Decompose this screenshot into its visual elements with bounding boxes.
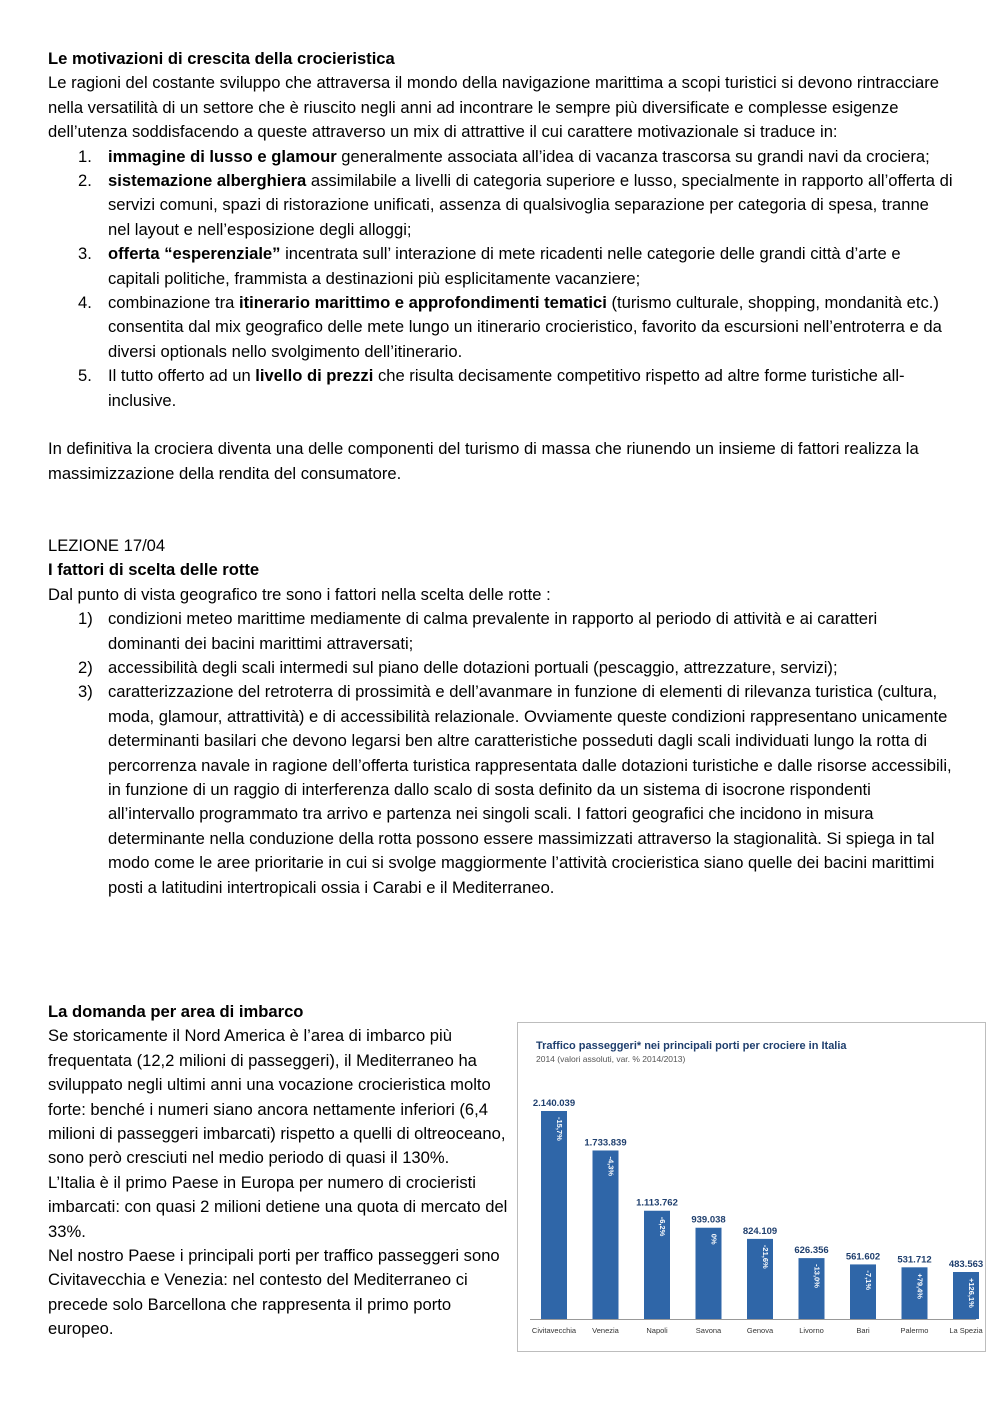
chart-category-label: La Spezia [949, 1326, 983, 1335]
routes-intro: Dal punto di vista geografico tre sono i fattori nella scelta delle rotte : [48, 584, 551, 604]
chart-value-label: 561.602 [845, 1251, 881, 1263]
chart-bar [541, 1111, 567, 1319]
chart-category-label: Savona [695, 1326, 722, 1335]
page-body [48, 47, 953, 900]
section-heading-growth: Le motivazioni di crescita della crocieristica [48, 49, 395, 68]
chart-variation-label: -21,6% [761, 1244, 770, 1269]
section-heading-demand: La domanda per area di imbarco [48, 1002, 304, 1021]
chart-variation-label: -4,3% [606, 1156, 616, 1177]
port-traffic-chart [517, 1022, 986, 1352]
chart-value-label: 2.140.039 [532, 1098, 576, 1109]
motivations-list [48, 145, 953, 413]
chart-variation-label: +126,1% [967, 1278, 976, 1308]
lesson-label: LEZIONE 17/04 [48, 535, 166, 555]
chart-variation-label: -7,1% [864, 1270, 873, 1291]
chart-category-label: Genova [746, 1326, 774, 1335]
chart-category-label: Civitavecchia [531, 1326, 577, 1335]
chart-title: Traffico passeggeri* nei principali porti per crociere in Italia [536, 1040, 847, 1052]
list-item: 4. combinazione tra itinerario marittimo e approfondimenti tematici (turismo culturale, shopping, mondanità etc.) consentita dal mix geografico delle mete lungo un itinerario crocieristico, favorito da escursioni nell’entroterra e da diversi optionals nello svolgimento dell’itinerario. [78, 293, 942, 361]
demand-paragraph: Se storicamente il Nord America è l’area di imbarco più frequentata (12,2 milioni di passeggeri), il Mediterraneo ha sviluppato negli ultimi anni una vocazione crocieristica molto forte: benché i numeri siano ancora nettamente inferiori (6,4 milioni di passeggeri imbarcati) rispetto a quelli di oltreoceano, sono però cresciuti nel medio periodo di quasi il 130%. [48, 1026, 506, 1168]
list-item: 2. sistemazione alberghiera assimilabile a livelli di categoria superiore e lusso, specialmente in rapporto all’offerta di servizi comuni, spazi di ristorazione unificati, assenza di qualsivoglia separazione per categoria di spesa, tranne nel layout e nell’esposizione degli alloggi; [78, 171, 953, 239]
chart-value-label: 531.712 [897, 1254, 932, 1266]
chart-value-label: 626.356 [794, 1245, 829, 1257]
chart-category-label: Venezia [592, 1326, 619, 1335]
intro-paragraph: Le ragioni del costante sviluppo che attraversa il mondo della navigazione marittima a scopi turistici si devono rintracciare nella versatilità di un settore che è riuscito negli anni ad incontrare le sempre più diversificate e complesse esigenze dell’utenza soddisfacendo a queste attraverso un mix di attrattive il cui carattere motivazionale si traduce in: [48, 73, 939, 142]
list-item: 1. immagine di lusso e glamour generalmente associata all’idea di vacanza trascorsa su grandi navi da crociera; [78, 146, 930, 166]
list-item: 1) condizioni meteo marittime mediamente di calma prevalente in rapporto al periodo di attività e ai caratteri dominanti dei bacini marittimi attraversati; [78, 609, 878, 653]
chart-variation-label: +79,4% [915, 1273, 925, 1299]
list-item: 2) accessibilità degli scali intermedi sul piano delle dotazioni portuali (pescaggio, attrezzature, servizi); [78, 657, 838, 677]
list-item: 5. Il tutto offerto ad un livello di prezzi che risulta decisamente competitivo rispetto ad altre forme turistiche all-inclusive. [78, 366, 905, 410]
routes-list [48, 607, 953, 900]
chart-value-label: 1.113.762 [636, 1197, 678, 1209]
demand-paragraph: Nel nostro Paese i principali porti per traffico passeggeri sono Civitavecchia e Venezia: nel contesto del Mediterraneo ci precede solo Barcellona che rappresenta il primo porto europeo. [48, 1246, 500, 1339]
chart-category-label: Livorno [799, 1326, 824, 1335]
list-item: 3) caratterizzazione del retroterra di prossimità e dell’avanmare in funzione di elementi di rilevanza turistica (cultura, moda, glamour, attrattività) e di accessibilità relazionale. Ovviamente queste condizioni rappresentano unicamente determinanti basilari che devono legarsi ben altre caratteristiche posseduti dagli scali individuati lungo la rotta di percorrenza navale in ragione dell’offerta turistica rappresentata dalle dotazioni turistiche e dalle risorse accessibili, in funzione di un raggio di interferenza dallo scalo di sosta definito da un sistema di isocrone rispondenti all’intervallo programmato tra arrivo e partenza nei singoli scali. I fattori geografici che incidono in misura determinante nella conduzione della rotta possono essere massimizzati attraverso la stagionalità. Si spiega in tal modo come le aree prioritarie in cui si svolge maggiormente l’attività crocieristica siano quelle dei bacini marittimi posti a latitudini intertropicali ossia i Carabi e il Mediterraneo. [78, 682, 952, 897]
chart-variation-label: -13,0% [812, 1264, 822, 1288]
chart-value-label: 939.038 [691, 1214, 726, 1226]
chart-variation-label: -6,2% [658, 1216, 667, 1237]
chart-category-label: Palermo [900, 1326, 929, 1335]
conclusion-paragraph: In definitiva la crociera diventa una delle componenti del turismo di massa che riunendo un insieme di fattori realizza la massimizzazione della rendita del consumatore. [48, 439, 919, 483]
chart-category-label: Bari [856, 1326, 870, 1335]
chart-plot [518, 1023, 985, 1351]
chart-value-label: 824.109 [742, 1225, 778, 1237]
chart-value-label: 483.563 [948, 1259, 984, 1271]
chart-variation-label: -15,7% [555, 1117, 564, 1141]
demand-paragraph: L’Italia è il primo Paese in Europa per numero di crocieristi imbarcati: con quasi 2 milioni detiene una quota di mercato del 33%. [48, 1172, 508, 1241]
list-item: 3. offerta “esperenziale” incentrata sull’ interazione di mete ricadenti nelle categorie delle grandi città d’arte e capitali politiche, frammista a destinazioni più esplicitamente vacanziere; [78, 244, 901, 288]
chart-category-label: Napoli [646, 1326, 668, 1335]
chart-variation-label: 0% [709, 1233, 719, 1245]
chart-value-label: 1.733.839 [584, 1137, 627, 1149]
demand-section [48, 1000, 508, 1342]
section-heading-routes: I fattori di scelta delle rotte [48, 560, 260, 580]
chart-subtitle: 2014 (valori assoluti, var. % 2014/2013) [536, 1054, 686, 1064]
